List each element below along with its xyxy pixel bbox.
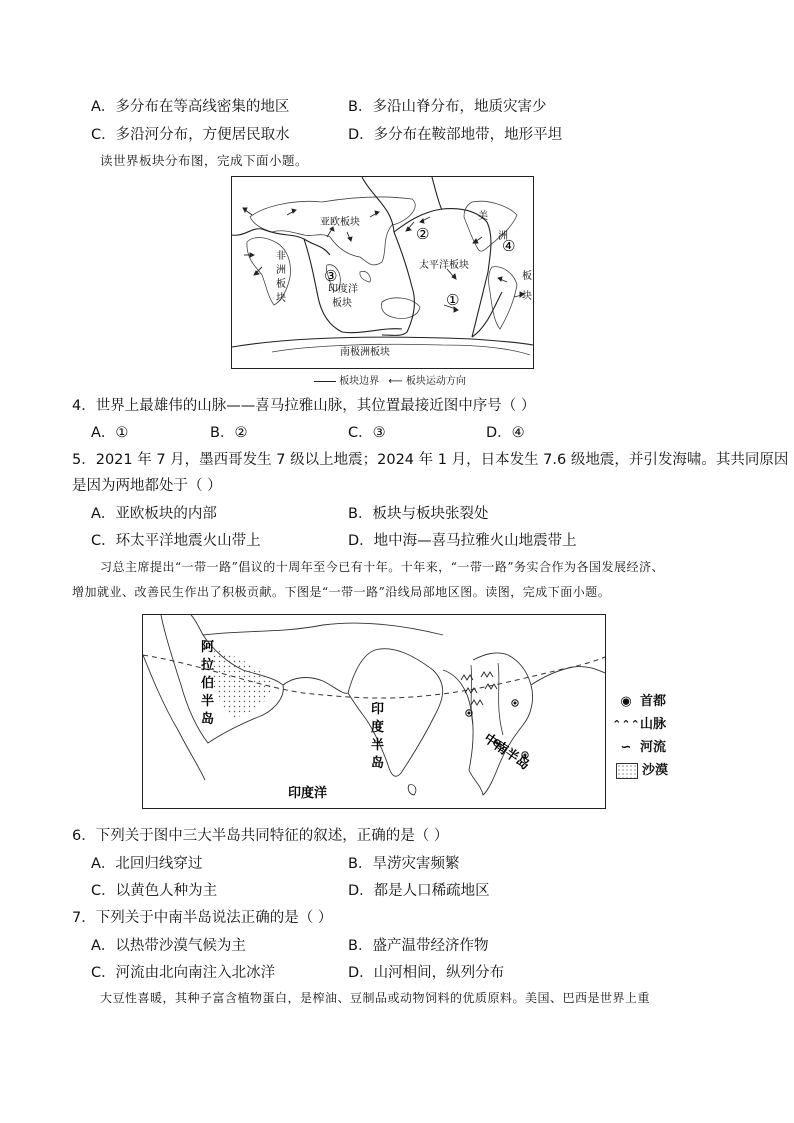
belt-map-legend xyxy=(612,690,668,782)
river-icon: ∽ xyxy=(620,740,632,755)
belt-road-map xyxy=(142,614,606,809)
arrow-legend-icon: ⟵ xyxy=(388,376,403,387)
plate-map-legend xyxy=(314,372,466,387)
q3-option-b: B．多沿山脊分布，地质灾害少 xyxy=(348,99,547,115)
label-arabia-4: 半 xyxy=(201,694,215,709)
intro-plates: 读世界板块分布图，完成下面小题。 xyxy=(100,153,309,168)
intro-belt-line1: 习总主席提出“一带一路”倡议的十周年至今已有十年。十年来，“一带一路”务实合作为各国发展经济、 xyxy=(100,560,665,574)
q4-stem: 4．世界上最雄伟的山脉——喜马拉雅山脉，其位置最接近图中序号（ ） xyxy=(72,398,536,414)
plate-map xyxy=(231,176,534,369)
legend-capital-row xyxy=(612,690,668,713)
marker-3: ③ xyxy=(324,267,338,285)
q3-option-a: A．多分布在等高线密集的地区 xyxy=(91,99,290,115)
q5-option-d: D．地中海—喜马拉雅火山地震带上 xyxy=(348,533,577,549)
label-arabia-5: 岛 xyxy=(201,712,215,727)
q7-option-d: D．山河相间，纵列分布 xyxy=(348,965,505,981)
legend-desert-text: 沙漠 xyxy=(642,763,669,778)
q4-option-d: D．④ xyxy=(486,425,525,441)
q6-option-c: C．以黄色人种为主 xyxy=(91,883,218,899)
label-antarctic-plate: 南极洲板块 xyxy=(340,347,390,358)
label-arabia-3: 伯 xyxy=(201,676,215,691)
label-eurasian-plate: 亚欧板块 xyxy=(320,217,360,228)
legend-direction-text: 板块运动方向 xyxy=(405,376,466,387)
q6-option-d: D．都是人口稀疏地区 xyxy=(348,883,490,899)
q7-option-b: B．盛产温带经济作物 xyxy=(348,938,489,954)
boundary-legend-line xyxy=(314,381,336,382)
desert-icon xyxy=(616,763,638,779)
legend-boundary-text: 板块边界 xyxy=(339,376,380,387)
belt-map-drawing xyxy=(143,615,605,808)
q3-option-d: D．多分布在鞍部地带，地形平坦 xyxy=(348,127,563,143)
q6-stem: 6．下列关于图中三大半岛共同特征的叙述，正确的是（ ） xyxy=(72,828,449,844)
label-african-2: 洲 xyxy=(276,265,286,276)
q7-option-c: C．河流由北向南注入北冰洋 xyxy=(91,965,276,981)
mountain-icon: ⌃⌃⌃ xyxy=(612,718,640,731)
legend-capital-text: 首都 xyxy=(640,694,667,709)
q6-option-b: B．旱涝灾害频繁 xyxy=(348,856,460,872)
q4-option-a: A．① xyxy=(91,425,129,441)
legend-river-text: 河流 xyxy=(640,740,667,755)
label-american-3: 板 xyxy=(522,271,532,282)
q4-option-b: B．② xyxy=(210,425,248,441)
label-arabia-2: 拉 xyxy=(201,658,215,673)
q5-stem-line1: 5．2021 年 7 月，墨西哥发生 7 级以上地震；2024 年 1 月，日本发生 7.6 级地震，并引发海啸。其共同原因 xyxy=(72,452,789,468)
arabian-desert xyxy=(210,650,273,718)
label-india-4: 岛 xyxy=(371,756,385,771)
label-american-4: 块 xyxy=(522,291,532,302)
q6-option-a: A．北回归线穿过 xyxy=(91,856,203,872)
marker-1: ① xyxy=(446,291,460,309)
label-american-2: 洲 xyxy=(498,231,508,242)
legend-mountain-row xyxy=(612,713,668,736)
q3-option-c: C．多沿河分布，方便居民取水 xyxy=(91,127,290,143)
label-indochina: 中南半岛 xyxy=(480,730,532,774)
q7-option-a: A．以热带沙漠气候为主 xyxy=(91,938,246,954)
intro-belt-line2: 增加就业、改善民生作出了积极贡献。下图是“一带一路”沿线局部地区图。读图，完成下面小题。 xyxy=(72,585,611,599)
legend-desert-row xyxy=(612,759,668,782)
q5-option-c: C．环太平洋地震火山带上 xyxy=(91,533,261,549)
label-indian-2: 板块 xyxy=(332,298,352,309)
label-india-3: 半 xyxy=(371,738,385,753)
label-pacific-plate: 太平洋板块 xyxy=(419,260,469,271)
label-india-1: 印 xyxy=(371,702,385,717)
q4-option-c: C．③ xyxy=(348,425,386,441)
capital-icon: ◉ xyxy=(620,694,632,709)
q7-stem: 7．下列关于中南半岛说法正确的是（ ） xyxy=(72,910,333,926)
marker-2: ② xyxy=(416,225,430,243)
q5-option-b: B．板块与板块张裂处 xyxy=(348,506,489,522)
marker-4: ④ xyxy=(502,237,516,255)
label-arabia-1: 阿 xyxy=(201,640,215,655)
q5-option-a: A．亚欧板块的内部 xyxy=(91,506,217,522)
legend-mountain-text: 山脉 xyxy=(640,717,667,732)
legend-river-row xyxy=(612,736,668,759)
label-india-2: 度 xyxy=(371,720,385,735)
intro-soybean: 大豆性喜暖，其种子富含植物蛋白，是榨油、豆制品或动物饲料的优质原料。美国、巴西是世界上重 xyxy=(100,991,651,1005)
q5-stem-line2: 是因为两地都处于（ ） xyxy=(72,478,222,494)
label-indian-1: 印度洋 xyxy=(328,284,358,295)
plate-map-drawing xyxy=(232,177,533,368)
label-american-1: 美 xyxy=(478,211,488,222)
label-african-1: 非 xyxy=(276,251,286,262)
label-african-3: 板 xyxy=(276,279,286,290)
label-african-4: 块 xyxy=(276,293,286,304)
label-indian-ocean: 印度洋 xyxy=(288,786,328,801)
